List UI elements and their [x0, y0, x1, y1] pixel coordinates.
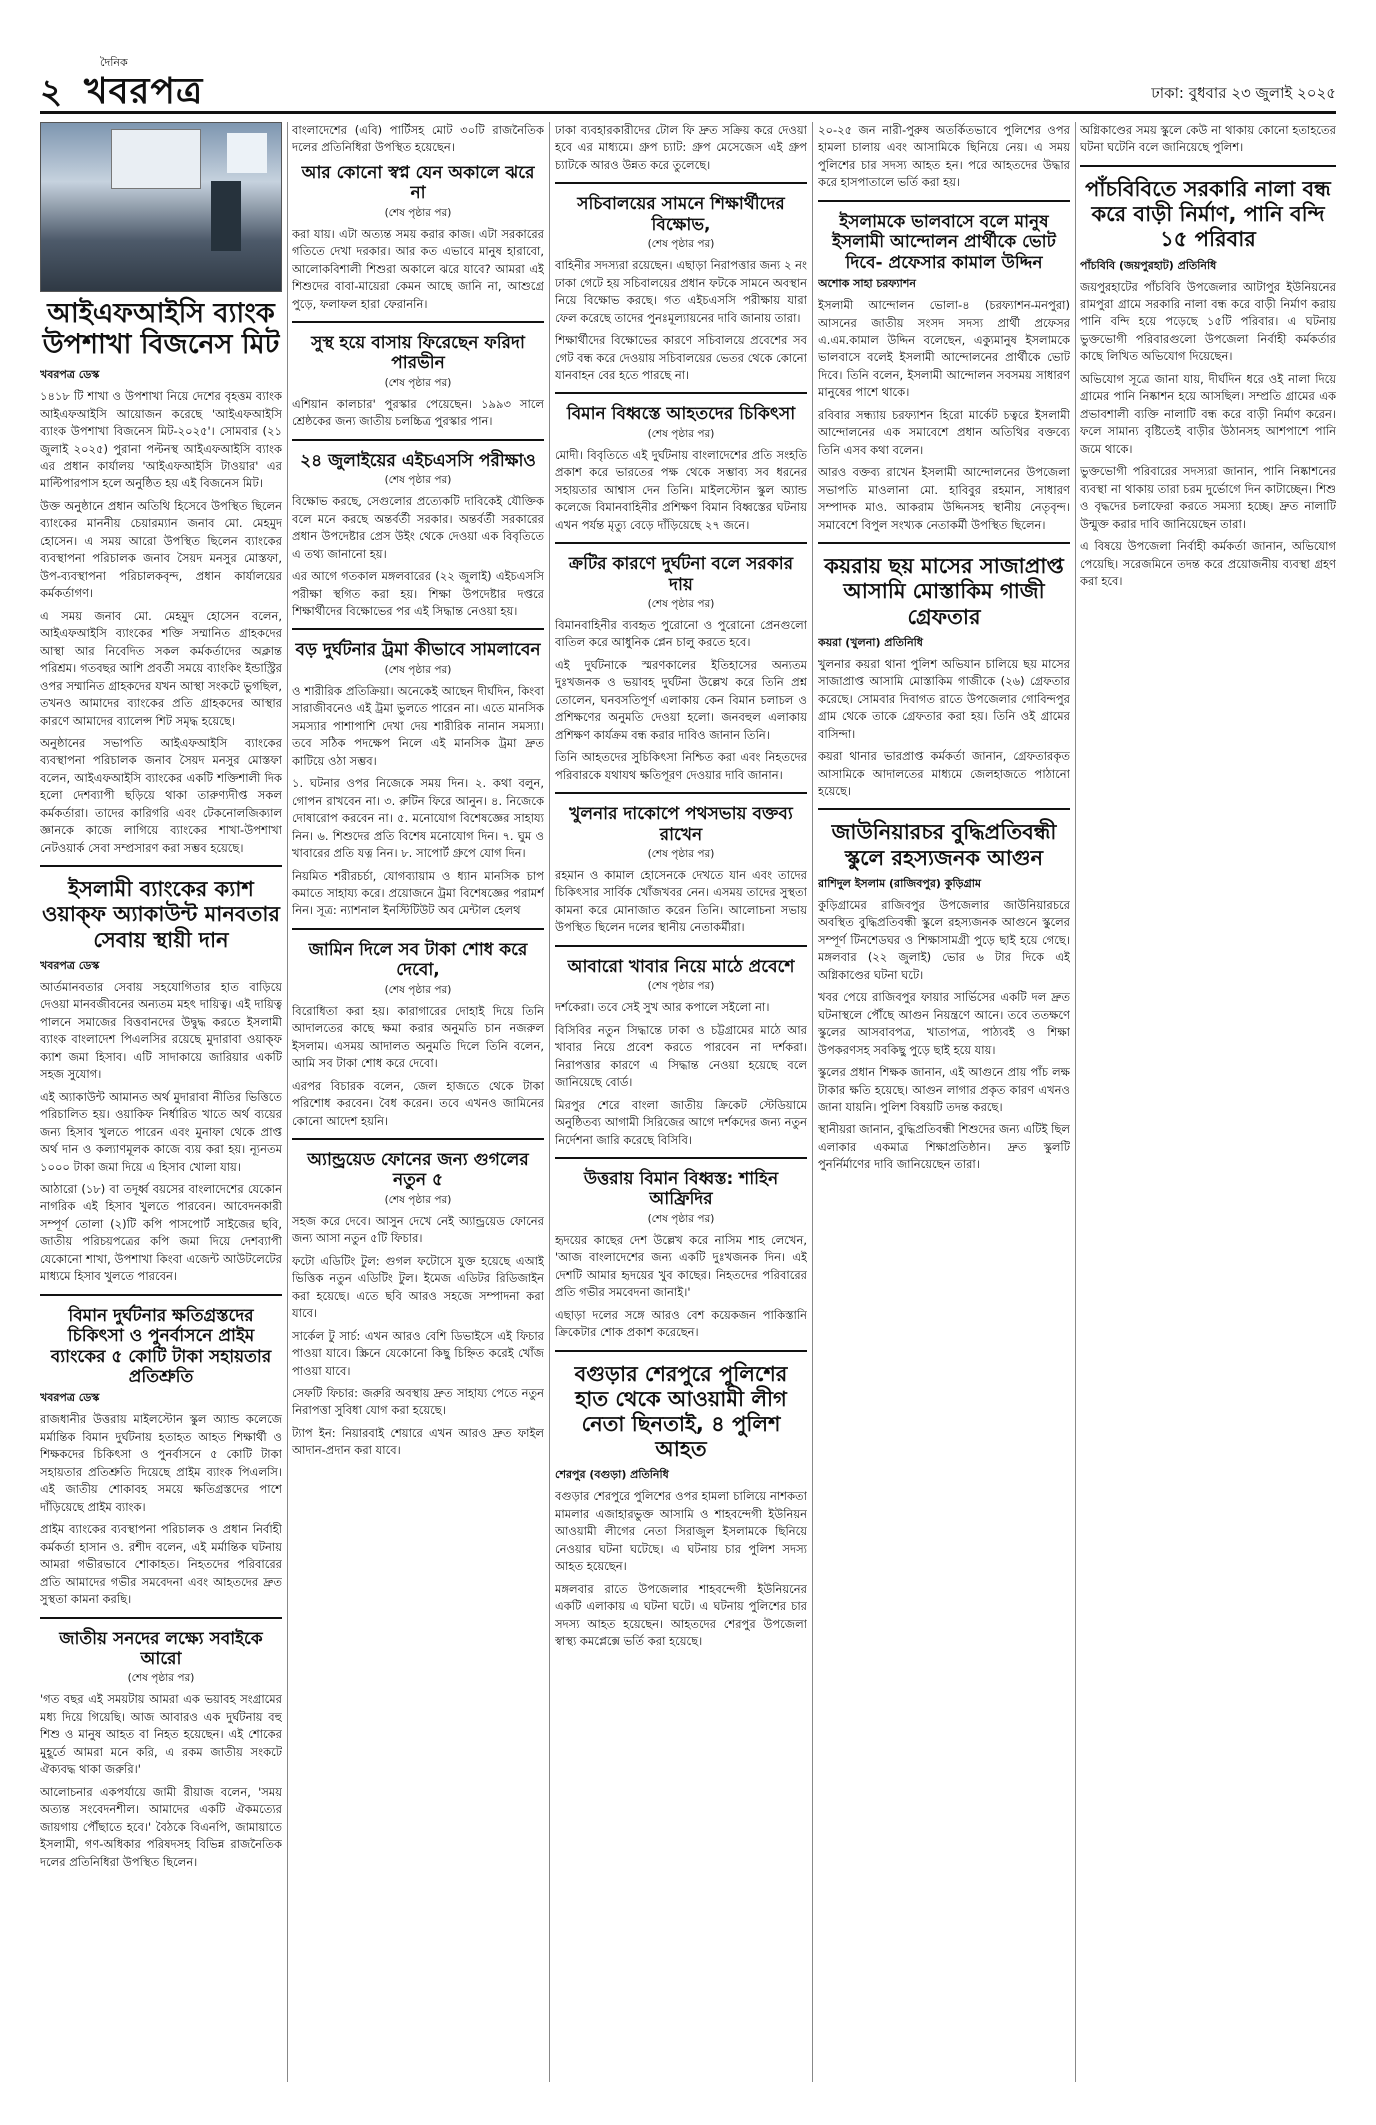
headline-bail: জামিন দিলে সব টাকা শোধ করে দেবো, [308, 939, 528, 981]
continued-label: (শেষ পৃষ্ঠার পর) [647, 597, 715, 610]
article-paragraph: তিনি আহতদের সুচিকিৎসা নিশ্চিত করা এবং নিহতদের পরিবারকে যথাযথ ক্ষতিপূরণ দেওয়ার দাবি জানান। [555, 750, 807, 782]
headline-islamic-movement: ইসলামকে ভালবাসে বলে মানুষ ইসলামী আন্দোলন প্রার্থীকে ভোট দিবে- প্রফেসার কামাল উদ্দিন [832, 211, 1056, 273]
masthead [40, 56, 1336, 114]
column-2 [292, 122, 544, 2082]
paper-name: খবরপত্র [84, 71, 204, 112]
article-paragraph: দর্শকেরা। তবে সেই সুখ আর কপালে সইলো না। [555, 1000, 770, 1015]
article-paragraph: 'গত বছর এই সময়টায় আমরা এক ভয়াবহ সংগ্রামের মধ্য দিয়ে গিয়েছি। আজ আবারও এক দুর্ঘটনায় বহু শিশু ও মানুষ আহত বা নিহত হয়েছেন। এই শোকের মুহূর্তে আমরা মনে করি, এ রকম জাতীয় সংকটে ঐক্যবদ্ধ থাকা জরুরি।' [40, 1692, 282, 1777]
continued-label: (শেষ পৃষ্ঠার পর) [647, 238, 715, 251]
headline-food-ban: আবারো খাবার নিয়ে মাঠে প্রবেশে [567, 956, 795, 977]
article-paragraph: রাজধানীর উত্তরায় মাইলস্টোন স্কুল অ্যান্ড কলেজে মর্মান্তিক বিমান দুর্ঘটনায় হতাহত আহত শিক্ষার্থী ও শিক্ষকদের চিকিৎসা ও পুনর্বাসনে ৫ কোটি টাকা সহায়তার প্রতিশ্রুতি দিয়েছে প্রাইম ব্যাংক পিএলসি। এই জাতীয় শোকাবহ সময়ে ক্ষতিগ্রস্তদের পাশে দাঁড়িয়েছে প্রাইম ব্যাংক। [40, 1412, 282, 1514]
column-1 [40, 122, 282, 2082]
headline-fault: ক্রটির কারণে দুর্ঘটনা বলে সরকার দায় [568, 554, 794, 595]
article-paragraph: বাহিনীর সদস্যরা রয়েছেন। এছাড়া নিরাপত্তার জন্য ২ নং ঢাকা গেটে হয় সচিবালয়ের প্রধান ফটকে সামনে অবস্থান নিয়ে বিক্ষোভ করছে। গত এইচএসসি পরীক্ষায় যারা ফেল করেছে তাদের পুনঃমূল্যায়নের দাবি জানায় তারা। [555, 258, 807, 325]
article-paragraph: ২০-২৫ জন নারী-পুরুষ অতর্কিতভাবে পুলিশের ওপর হামলা চালায় এবং আসামিকে ছিনিয়ে নেয়। এ সময় পুলিশের চার সদস্য আহত হন। পরে আহতদের উদ্ধার করে হাসপাতালে ভর্তি করা হয়। [818, 123, 1070, 190]
photo-logo-panel [227, 133, 267, 173]
article-paragraph: ও শারীরিক প্রতিক্রিয়া। অনেকেই আছেন দীর্ঘদিন, কিংবা সারাজীবনেও এই ট্রমা ভুলতে পারেন না। এতে মানসিক সমস্যার পাশাপাশি দেখা দেয় শারীরিক নানান সমস্যা। তবে সঠিক পদক্ষেপ নিলে এই মানসিক ট্রমা দ্রুত কাটিয়ে ওঠা সম্ভব। [292, 683, 544, 768]
byline: পাঁচবিবি (জয়পুরহাট) প্রতিনিধি [1080, 258, 1217, 272]
headline-panchbibi: পাঁচবিবিতে সরকারি নালা বন্ধ করে বাড়ী নির্মাণ, পানি বন্দি ১৫ পরিবার [1085, 176, 1331, 252]
byline: কয়রা (খুলনা) প্রতিনিধি [818, 635, 923, 649]
headline-sherpur: বগুড়ার শেরপুরে পুলিশের হাত থেকে আওয়ামী লীগ নেতা ছিনতাই, ৪ পুলিশ আহত [574, 1361, 788, 1462]
story-koyra-arrest [818, 542, 1070, 800]
headline-ific: আইএফআইসি ব্যাংক উপশাখা বিজনেস মিট [42, 298, 280, 361]
article-paragraph: আর্তমানবতার সেবায় সহযোগিতার হাত বাড়িয়ে দেওয়া মানবজীবনের অন্যতম মহৎ দায়িত্ব। এই দায়িত্ব পালনে সমাজের বিত্তবানদের উদ্বুদ্ধ করতে ইসলামী ব্যাংক বাংলাদেশ পিএলসির রয়েছে মুদারাবা ওয়াক্ফ ক্যাশ জমা হিসাব। এটি সাদাকায়ে জারিয়ার একটি সহজ সুযোগ। [40, 979, 282, 1082]
story-crash-treatment [555, 392, 807, 534]
article-paragraph: খবর পেয়ে রাজিবপুর ফায়ার সার্ভিসের একটি দল দ্রুত ঘটনাস্থলে পৌঁছে আগুন নিয়ন্ত্রণে আনে। তবে ততক্ষণে স্কুলের আসবাবপত্র, খাতাপত্র, পাঠ্যবই ও শিক্ষা উপকরণসহ সবকিছু পুড়ে ছাই হয়ে যায়। [818, 990, 1070, 1057]
article-paragraph: আঠারো (১৮) বা তদূর্ধ্ব বয়সের বাংলাদেশের যেকোন নাগরিক এই হিসাব খুলতে পারবেন। আবেদনকারী সম্পূর্ণ তোলা (২)টি কপি পাসপোর্ট সাইজের ছবি, জাতীয় পরিচয়পত্রের কপি জমা দিয়ে দেশব্যাপী যেকোনো শাখা, উপশাখা কিংবা এজেন্ট আউটলেটের মাধ্যমে হিসাব খুলতে পারবেন। [40, 1182, 282, 1284]
article-paragraph: ১৪১৮ টি শাখা ও উপশাখা নিয়ে দেশের বৃহত্তম ব্যাংক আইএফআইসি আয়োজন করেছে 'আইএফআইসি ব্যাংক উপশাখা বিজনেস মিট-২০২৫'। সোমবার (২১ জুলাই ২০২৫) পুরানা পল্টনস্থ আইএফআইসি ব্যাংক এর প্রধান কার্যালয় 'আইএফআইসি টাওয়ার' এর মাল্টিপারপাস হলে অনুষ্ঠিত হয় এই বিজনেস মিট। [40, 389, 282, 491]
article-paragraph: বিমানবাহিনীর ব্যবহৃত পুরোনো ও পুরোনো প্রেনগুলো বাতিল করে আধুনিক প্লেন চালু করতে হবে। [555, 617, 807, 650]
headline-secretariat: সচিবালয়ের সামনে শিক্ষার্থীদের বিক্ষোভ, [577, 194, 785, 235]
story-islamic-movement [818, 200, 1070, 534]
article-paragraph: মঙ্গলবার রাতে উপজেলার শাহবন্দেগী ইউনিয়নের একটি এলাকায় এ ঘটনা ঘটে। এ ঘটনায় পুলিশের চার সদস্য আহত হয়েছেন। আহতদের শেরপুর উপজেলা স্বাস্থ্য কমপ্লেক্সে ভর্তি করা হয়েছে। [555, 1581, 807, 1649]
story-dakop [555, 792, 807, 937]
story-school-fire [818, 808, 1070, 1173]
story-trauma [292, 628, 544, 919]
article-paragraph: হৃদয়ের কাছের দেশ উল্লেখ করে নাসিম শাহ লেখেন, 'আজ বাংলাদেশের জন্য একটি দুঃখজনক দিন। এই দেশটি আমার হৃদয়ের খুব কাছের। নিহতদের পরিবারের প্রতি গভীর সমবেদনা জানাই।' [555, 1232, 807, 1300]
news-columns [40, 122, 1336, 2082]
story-bail [292, 928, 544, 1130]
article-paragraph: রবিবার সন্ধ্যায় চরফ্যাশন হিরো মার্কেট চত্বরে ইসলামী আন্দোলনের এক সমাবেশে প্রধান অতিথির বক্তব্যে তিনি এসব কথা বলেন। [818, 407, 1070, 457]
dateline: ঢাকা: বুধবার ২৩ জুলাই ২০২৫ [1151, 84, 1336, 102]
article-paragraph: বিসিবির নতুন সিদ্ধান্তে ঢাকা ও চট্টগ্রামের মাঠে আর খাবার নিয়ে প্রবেশ করতে পারবেন না দর্শকরা। নিরাপত্তার কারণে এ সিদ্ধান্ত নেওয়া হয়েছে বলে জানিয়েছে বোর্ড। [555, 1022, 807, 1090]
headline-farida: সুস্থ হয়ে বাসায় ফিরেছেন ফরিদা পারভীন [311, 333, 525, 374]
article-paragraph: প্রাইম ব্যাংকের ব্যবস্থাপনা পরিচালক ও প্রধান নির্বাহী কর্মকর্তা হাসান ও. রশীদ বলেন, এই মর্মান্তিক ঘটনায় আমরা গভীরভাবে শোকাহত। নিহতদের পরিবারের প্রতি আমাদের গভীর সমবেদনা এবং আহতদের দ্রুত সুস্থতা কামনা করছি। [40, 1522, 282, 1607]
continued-label: (শেষ পৃষ্ঠার পর) [384, 663, 452, 676]
article-paragraph: আলোচনার একপর্যায়ে জামী রীয়াজ বলেন, 'সময় অত্যন্ত সংবেদনশীল। আমাদের একটি ঐকমত্যের জায়গায় পৌঁছাতে হবে।' বৈঠকে বিএনপি, জামায়াতে ইসলামী, গণ-অধিকার পরিষদসহ বিভিন্ন রাজনৈতিক দলের প্রতিনিধিরা উপস্থিত ছিলেন। [40, 1784, 282, 1869]
article-paragraph: অগ্নিকাণ্ডের সময় স্কুলে কেউ না থাকায় কোনো হতাহতের ঘটনা ঘটেনি বলে জানিয়েছে পুলিশ। [1080, 123, 1336, 155]
story-hsc [292, 439, 544, 621]
story-google [292, 1138, 544, 1460]
byline: রাশিদুল ইসলাম (রাজিবপুর) কুড়িগ্রাম [818, 876, 981, 890]
article-paragraph: কুড়িগ্রামের রাজিবপুর উপজেলার জাউনিয়ারচরে অবস্থিত বুদ্ধিপ্রতিবন্ধী স্কুলে রহস্যজনক আগুনে স্কুলের সম্পূর্ণ টিনশেডঘর ও শিক্ষাসামগ্রী পুড়ে ছাই হয়ে গেছে। মঙ্গলবার (২২ জুলাই) ভোর ৬ টার দিকে এই অগ্নিকাণ্ডের ঘটনা ঘটে। [818, 897, 1070, 982]
headline-google: অ্যান্ড্রয়েড ফোনের জন্য গুগলের নতুন ৫ [307, 1150, 529, 1191]
article-paragraph: স্থানীয়রা জানান, বুদ্ধিপ্রতিবন্ধী শিশুদের জন্য এটিই ছিল এলাকার একমাত্র শিক্ষাপ্রতিষ্ঠান। দ্রুত স্কুলটি পুনর্নির্মাণের দাবি জানিয়েছেন তারা। [818, 1122, 1070, 1172]
article-paragraph: রহমান ও কামাল হোসেনকে দেখতে যান এবং তাদের চিকিৎসার সার্বিক খোঁজখবর নেন। এসময় তাদের সুস্থতা কামনা করে মোনাজাত করেন তিনি। আলোচনা সভায় উপস্থিত ছিলেন দলের স্থানীয় নেতাকর্মীরা। [555, 867, 807, 935]
story-sherpur [555, 1350, 807, 1651]
article-paragraph: ভুক্তভোগী পরিবারের সদস্যরা জানান, পানি নিষ্কাশনের ব্যবস্থা না থাকায় তারা চরম দুর্ভোগে দিন কাটাচ্ছেন। শিশু ও বৃদ্ধদের চলাফেরা করতে সমস্যা হচ্ছে। দ্রুত নালাটি উন্মুক্ত করার দাবি জানিয়েছেন তারা। [1080, 464, 1336, 531]
column-rule [1075, 122, 1076, 2082]
article-paragraph: কয়রা থানার ভারপ্রাপ্ত কর্মকর্তা জানান, গ্রেফতারকৃত আসামিকে আদালতের মাধ্যমে জেলহাজতে পাঠানো হয়েছে। [818, 749, 1070, 798]
headline-trauma: বড় দুর্ঘটনার ট্রমা কীভাবে সামলাবেন [295, 640, 541, 661]
story-islami-bank [40, 865, 282, 1286]
story-national-charter [40, 1617, 282, 1871]
headline-prime-bank: বিমান দুর্ঘটনার ক্ষতিগ্রস্তদের চিকিৎসা ও পুনর্বাসনে প্রাইম ব্যাংকের ৫ কোটি টাকা সহায়তার প্রতিশ্রুতি [50, 1305, 272, 1387]
article-paragraph: এরপর বিচারক বলেন, জেল হাজতে থেকে টাকা পরিশোধ করবেন। বৈধ করেন। তবে এখনও জামিনের কোনো আদেশ হয়নি। [292, 1078, 544, 1128]
column-5 [1080, 122, 1336, 2082]
column-4 [818, 122, 1070, 2082]
continued-label: (শেষ পৃষ্ঠার পর) [384, 1193, 452, 1206]
headline-national-charter: জাতীয় সনদের লক্ষ্যে সবাইকে আরো [59, 1628, 263, 1669]
continued-label: (শেষ পৃষ্ঠার পর) [647, 847, 715, 860]
headline-dakop: খুলনার দাকোপে পথসভায় বক্তব্য রাখেন [569, 804, 793, 845]
article-paragraph: এশিয়ান কালচার' পুরস্কার পেয়েছেন। ১৯৯৩ সালে শ্রেষ্ঠকের জন্য জাতীয় চলচ্চিত্র পুরস্কার পান। [292, 396, 544, 429]
photo-screen [111, 129, 201, 189]
story-farida [292, 321, 544, 431]
article-paragraph: আরও বক্তব্য রাখেন ইসলামী আন্দোলনের উপজেলা সভাপতি মাওলানা মো. হাবিবুর রহমান, সাধারণ সম্পাদক মাও. আকরাম উদ্দিনসহ স্থানীয় নেতৃবৃন্দ। সমাবেশে বিপুল সংখ্যক নেতাকর্মী উপস্থিত ছিলেন। [818, 465, 1070, 532]
byline: শেরপুর (বগুড়া) প্রতিনিধি [555, 1468, 669, 1482]
article-paragraph: এই অ্যাকাউন্ট আমানত অর্থ মুদারাবা নীতির ভিত্তিতে পরিচালিত হয়। ওয়াকিফ নির্ধারিত খাতে অর্থ ব্যয়ের জন্য হিসাব খুলতে পারেন এবং মুনাফা থেকে প্রাপ্ত অর্থ দান ও কল্যাণমূলক কাজে ব্যয় করা হয়। ন্যূনতম ১০০০ টাকা জমা দিয়ে এ হিসাব খোলা যায়। [40, 1089, 282, 1174]
article-paragraph: উক্ত অনুষ্ঠানে প্রধান অতিথি হিসেবে উপস্থিত ছিলেন ব্যাংকের মাননীয় চেয়ারম্যান জনাব মো. মেহমুদ হোসেন। এ সময় আরো উপস্থিত ছিলেন ব্যাংকের ব্যবস্থাপনা পরিচালক জনাব সৈয়দ মনসুর মোস্তফা, উপ-ব্যবস্থাপনা পরিচালকবৃন্দ, প্রধান কার্যালয়ের কর্মকর্তাগণ। [40, 498, 282, 601]
column-3 [555, 122, 807, 2082]
article-paragraph: শিক্ষার্থীদের বিক্ষোভের কারণে সচিবালয়ে প্রবেশের সব গেট বন্ধ করে দেওয়ায় সচিবালয়ের ভেতর থেকে কোনো যানবাহন বের হতে পারছে না। [555, 333, 807, 382]
article-paragraph: অভিযোগ সূত্রে জানা যায়, দীর্ঘদিন ধরে ওই নালা দিয়ে গ্রামের পানি নিষ্কাশন হয়ে আসছিল। সম্প্রতি গ্রামের এক প্রভাবশালী ব্যক্তি নালাটি বন্ধ করে বাড়ী নির্মাণ করেন। ফলে সামান্য বৃষ্টিতেই বাড়ীর উঠানসহ আশপাশে পানি জমে থাকে। [1080, 371, 1336, 456]
byline: খবরপত্র ডেস্ক [40, 1391, 100, 1405]
article-paragraph: বাংলাদেশের (এবি) পার্টিসহ মোট ৩০টি রাজনৈতিক দলের প্রতিনিধিরা উপস্থিত হয়েছেন। [292, 123, 544, 155]
article-paragraph: ট্যাপ ইন: নিয়ারবাই শেয়ারে এখন আরও দ্রুত ফাইল আদান-প্রদান করা যাবে। [292, 1425, 544, 1458]
story-fault [555, 542, 807, 784]
continued-label: (শেষ পৃষ্ঠার পর) [647, 1212, 715, 1225]
headline-dream: আর কোনো স্বপ্ন যেন অকালে ঝরে না [301, 162, 535, 204]
story-secretariat [555, 182, 807, 384]
paper-subtitle: দৈনিক [100, 56, 128, 69]
article-paragraph: স্কুলের প্রধান শিক্ষক জানান, এই আগুনে প্রায় পাঁচ লক্ষ টাকার ক্ষতি হয়েছে। আগুন লাগার প্রকৃত কারণ এখনও জানা যায়নি। পুলিশ বিষয়টি তদন্ত করছে। [818, 1065, 1070, 1114]
article-paragraph: ইসলামী আন্দোলন ভোলা-৪ (চরফ্যাশন-মনপুরা) আসনের জাতীয় সংসদ সদস্য প্রার্থী প্রফেসর এ.এম.কামাল উদ্দিন বলেছেন, এক্যুমানুষ ইসলামকে ভালবাসে বলেই ইসলামী আন্দোলনের প্রার্থীকে ভোট দিবে। তিনি বলেন, ইসলামী আন্দোলন সবসময় সাধারণ মানুষের পাশে থাকে। [818, 298, 1070, 400]
article-paragraph: খুলনার কয়রা থানা পুলিশ অভিযান চালিয়ে ছয় মাসের সাজাপ্রাপ্ত আসামি মোস্তাকিম গাজীকে (২৬) গ্রেফতার করেছে। সোমবার দিবাগত রাতে উপজেলার গোবিন্দপুর গ্রাম থেকে তাকে গ্রেফতার করা হয়। তিনি ওই গ্রামের বাসিন্দা। [818, 656, 1070, 741]
headline-koyra-arrest: কয়রায় ছয় মাসের সাজাপ্রাপ্ত আসামি মোস্তাকিম গাজী গ্রেফতার [824, 554, 1064, 629]
article-paragraph: এ সময় জনাব মো. মেহমুদ হোসেন বলেন, আইএফআইসি ব্যাংকের শক্তি সম্মানিত গ্রাহকদের আস্থা আর নিবেদিত সকল কর্মকর্তাদের অক্লান্ত পরিশ্রম। গতবছর আশি প্রবর্তী সময়ে ব্যাংকিং ইন্ডাস্ট্রির ওপর সম্মানিত গ্রাহকদের যখন আস্থা সংকটে ভুগছিল, তখনও আমাদের ব্যাংকের প্রতি গ্রাহকদের আস্থার কারণে আমাদের ব্যালেন্স শিট সমৃদ্ধ হয়েছে। [40, 608, 282, 728]
byline: খবরপত্র ডেস্ক [40, 368, 100, 382]
article-paragraph: সেফটি ফিচার: জরুরি অবস্থায় দ্রুত সাহায্য পেতে নতুন নিরাপত্তা সুবিধা যোগ করা হয়েছে। [292, 1386, 544, 1418]
article-paragraph: এ বিষয়ে উপজেলা নির্বাহী কর্মকর্তা জানান, অভিযোগ পেয়েছি। সরেজমিনে তদন্ত করে প্রয়োজনীয় ব্যবস্থা গ্রহণ করা হবে। [1080, 539, 1336, 588]
continued-label: (শেষ পৃষ্ঠার পর) [384, 206, 452, 219]
headline-school-fire: জাউনিয়ারচর বুদ্ধিপ্রতিবন্ধী স্কুলে রহস্যজনক আগুন [831, 820, 1057, 870]
story-food-ban [555, 945, 807, 1149]
article-paragraph: ফটো এডিটিং টুল: গুগল ফটোসে যুক্ত হয়েছে এআই ভিত্তিক নতুন এডিটিং টুল। ইমেজ এডিটর রিডিজাইন করা হয়েছে। এতে ছবি আরও সহজে সম্পাদনা করা যাবে। [292, 1253, 544, 1321]
story-panchbibi [1080, 165, 1336, 591]
byline: খবরপত্র ডেস্ক [40, 958, 100, 972]
column-rule [287, 122, 288, 2082]
article-paragraph: মিরপুর শেরে বাংলা জাতীয় ক্রিকেট স্টেডিয়ামে অনুষ্ঠিতব্য আগামী সিরিজের আগে দর্শকদের জন্য নতুন নির্দেশনা জারি করেছে বিসিবি। [555, 1097, 807, 1147]
headline-crash-treatment: বিমান বিধ্বস্তে আহতদের চিকিৎসা [566, 404, 796, 425]
article-paragraph: করা যায়। এটা অত্যন্ত সময় করার কাজ। এটা সরকারের গতিতে দেখা দরকার। আর কত এভাবে মানুষ হারাবো, আলোকবিশালী শিশুরা অকালে ঝরে যাবে? আমরা এই শিশুদের বাবা-মায়েরা কেমন আছে জানি না, আশুগ্রে পুড়ে, ফলাফল হারা ফেরাননি। [292, 226, 544, 311]
continued-label: (শেষ পৃষ্ঠার পর) [647, 980, 715, 993]
continued-label: (শেষ পৃষ্ঠার পর) [384, 474, 452, 487]
headline-shaheen: উত্তরায় বিমান বিধ্বস্ত: শাহিন আফ্রিদির [583, 1169, 779, 1210]
event-photo [40, 122, 282, 292]
column-rule [812, 122, 813, 2082]
headline-islami-bank: ইসলামী ব্যাংকের ক্যাশ ওয়াক্ফ অ্যাকাউন্ট মানবতার সেবায় স্থায়ী দান [42, 877, 280, 952]
article-paragraph: সার্কেল টু সার্চ: এখন আরও বেশি ডিভাইসে এই ফিচার পাওয়া যাবে। স্ক্রিনে যেকোনো কিছু চিহ্নিত করেই খোঁজ পাওয়া যাবে। [292, 1328, 544, 1378]
story-prime-bank [40, 1294, 282, 1609]
article-paragraph: অনুষ্ঠানের সভাপতি আইএফআইসি ব্যাংকের ব্যবস্থাপনা পরিচালক জনাব সৈয়দ মনসুর মোস্তফা বলেন, আইএফআইসি ব্যাংকের একটি শক্তিশালী দিক হলো দেশব্যাপী ছড়িয়ে থাকা তারুণ্যদীপ্ত সকল কর্মকর্তারা। তাদের কারিগরি এবং টেকনোলজিক্যাল জ্ঞানকে কাজে লাগিয়ে ব্যাংকের শাখা-উপশাখা নেটওয়ার্ক সেবা সম্প্রসারণ করা সম্ভব হয়েছে। [40, 736, 282, 855]
article-paragraph: জয়পুরহাটের পাঁচবিবি উপজেলার আটাপুর ইউনিয়নের রামপুরা গ্রামে সরকারি নালা বন্ধ করে বাড়ী নির্মাণ করায় পানি বন্দি হয়ে পড়েছে ১৫টি পরিবার। এ ঘটনায় ভুক্তভোগী পরিবারগুলো উপজেলা নির্বাহী কর্মকর্তার কাছে লিখিত অভিযোগ দিয়েছেন। [1080, 279, 1336, 364]
article-paragraph: বগুড়ার শেরপুরে পুলিশের ওপর হামলা চালিয়ে নাশকতা মামলার এজাহারভুক্ত আসামি ও শাহবন্দেগী ইউনিয়ন আওয়ামী লীগের নেতা সিরাজুল ইসলামকে ছিনিয়ে নেওয়ার ঘটনা ঘটেছে। এ ঘটনায় চার পুলিশ সদস্য আহত হয়েছেন। [555, 1489, 807, 1574]
article-paragraph: এই দুর্ঘটনাকে স্মরণকালের ইতিহাসের অন্যতম দুঃখজনক ও ভয়াবহ দুর্ঘটনা উল্লেখ করে তিনি প্রশ্ন তোলেন, ঘনবসতিপূর্ণ এলাকায় কেন বিমান চলাচল ও প্রশিক্ষণের অনুমতি দেওয়া হলো। জনবহুল এলাকায় প্রশিক্ষণ কার্যক্রম বন্ধ করার দাবিও জানান তিনি। [555, 657, 807, 742]
article-paragraph: ১. ঘটনার ওপর নিজেকে সময় দিন। ২. কথা বলুন, গোপন রাখবেন না। ৩. রুটিন ফিরে আনুন। ৪. নিজেকে দোষারোপ করবেন না। ৫. মনোযোগ বিশেষজ্ঞের সাহায্য নিন। ৬. শিশুদের প্রতি বিশেষ মনোযোগ দিন। ৭. ঘুম ও খাবারের প্রতি যত্ন নিন। ৮. সাপোর্ট গ্রুপে যোগ দিন। [292, 776, 544, 861]
continued-label: (শেষ পৃষ্ঠার পর) [127, 1672, 195, 1685]
article-paragraph: ঢাকা ব্যবহারকারীদের টোল ফি দ্রুত সক্রিয় করে দেওয়া হবে এর মাধ্যমে। গ্রুপ চ্যাট: গ্রুপ মেসেজেস এই গ্রুপ চ্যাটকে আরও উন্নত করে তুলেছে। [555, 123, 807, 172]
article-paragraph: সহজ করে দেবে। আসুন দেখে নেই অ্যান্ড্রয়েড ফোনের জন্য আসা নতুন ৫টি ফিচার। [292, 1213, 544, 1246]
page-number: ২ [40, 72, 63, 112]
continued-label: (শেষ পৃষ্ঠার পর) [647, 427, 715, 440]
byline: অশোক সাহা চরফ্যাশন [818, 277, 916, 291]
article-paragraph: এছাড়া দলের সঙ্গে আরও বেশ কয়েকজন পাকিস্তানি ক্রিকেটার শোক প্রকাশ করেছেন। [555, 1307, 807, 1340]
article-paragraph: মোদী। বিবৃতিতে এই দুর্ঘটনায় বাংলাদেশের প্রতি সংহতি প্রকাশ করে ভারতের পক্ষ থেকে সম্ভাব্য সব ধরনের সহায়তার আশ্বাস দেন তিনি। মাইলস্টোন স্কুল অ্যান্ড কলেজে বিমানবাহিনীর প্রশিক্ষণ বিমান বিধ্বস্তের ঘটনায় এখন পর্যন্ত মৃত্যু বেড়ে দাঁড়িয়েছে ২৭ জনে। [555, 447, 807, 532]
article-paragraph: বিরোধিতা করা হয়। কারাগারের দোহাই দিয়ে তিনি আদালতের কাছে ক্ষমা করার অনুমতি চান নজরুল ইসলাম। এসময় আদালত অনুমতি দিলে তিনি বলেন, আমি সব টাকা শোধ করে দেবো। [292, 1003, 544, 1071]
photo-podium [211, 181, 241, 251]
continued-label: (শেষ পৃষ্ঠার পর) [384, 983, 452, 996]
article-paragraph: নিয়মিত শরীরচর্চা, যোগব্যায়াম ও ধ্যান মানসিক চাপ কমাতে সাহায্য করে। প্রয়োজনে ট্রমা বিশেষজ্ঞের পরামর্শ নিন। সূত্র: ন্যাশনাল ইনস্টিটিউট অব মেন্টাল হেলথ [292, 868, 544, 918]
article-paragraph: এর আগে গতকাল মঙ্গলবারের (২২ জুলাই) এইচএসসি পরীক্ষা স্থগিত করা হয়। শিক্ষা উপদেষ্টার দপ্তরে শিক্ষার্থীদের বিক্ষোভের পর এই সিদ্ধান্ত নেওয়া হয়। [292, 569, 544, 618]
column-rule [549, 122, 550, 2082]
story-shaheen [555, 1157, 807, 1342]
article-paragraph: বিক্ষোভ করছে, সেগুলোর প্রত্যেকটি দাবিকেই যৌক্তিক বলে মনে করছে অন্তর্বর্তী সরকার। অন্তর্বর্তী সরকারের প্রধান উপদেষ্টার প্রেস উইং থেকে দেওয়া এক বিবৃতিতে এ তথ্য জানানো হয়। [292, 494, 544, 561]
continued-label: (শেষ পৃষ্ঠার পর) [384, 376, 452, 389]
headline-hsc: ২৪ জুলাইয়ের এইচএসসি পরীক্ষাও [300, 450, 536, 471]
